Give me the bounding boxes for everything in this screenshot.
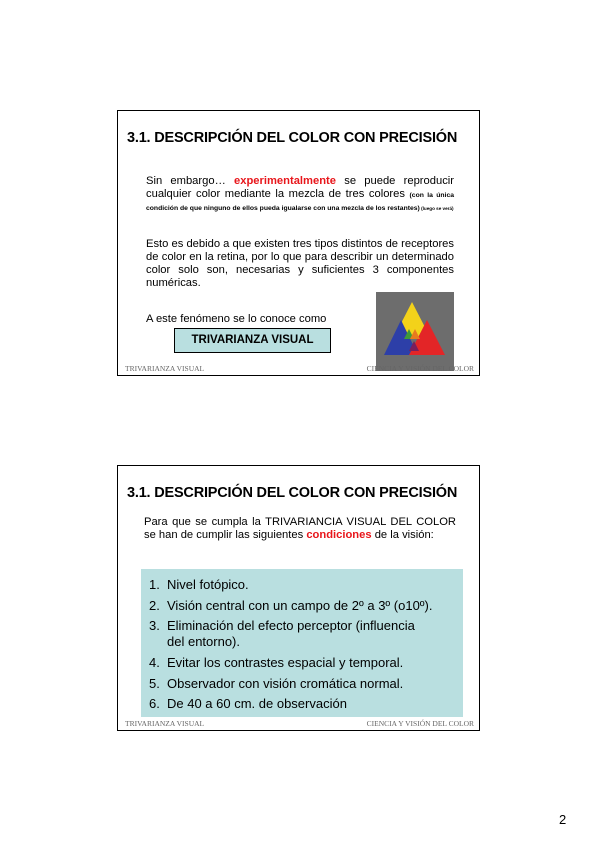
condition-number: 2.	[149, 598, 160, 613]
paragraph-intro	[144, 516, 456, 542]
condition-number: 4.	[149, 655, 160, 670]
footer-right: CIENCIA Y VISIÓN DEL COLOR	[366, 719, 474, 728]
condition-number: 3.	[149, 618, 160, 633]
highlight-condiciones: condiciones	[306, 529, 372, 541]
condition-text: Visión central con un campo de 2º a 3º (o10º).	[167, 598, 433, 613]
highlight-experimentalmente: experimentalmente	[234, 175, 336, 187]
slide-title: 3.1. DESCRIPCIÓN DEL COLOR CON PRECISIÓN	[127, 485, 458, 501]
condition-text: Observador con visión cromática normal.	[167, 676, 404, 691]
text-span: Para que se cumpla la TRIVARIANCIA VISUAL DEL COLOR se han de cumplir las siguientes	[144, 516, 456, 541]
condition-text: De 40 a 60 cm. de observación	[167, 696, 347, 711]
footer-left: TRIVARIANZA VISUAL	[125, 364, 205, 373]
color-triangles-image	[376, 292, 454, 371]
footer-left: TRIVARIANZA VISUAL	[125, 719, 205, 728]
conditions-box	[141, 569, 463, 717]
condition-number: 1.	[149, 577, 160, 592]
triangles-svg	[376, 292, 454, 371]
paragraph-experimental	[146, 175, 454, 215]
condition-number: 6.	[149, 696, 160, 711]
condition-note: (con la única condición de que ninguno de ellos pueda igualarse con una mezcla de los restantes)	[146, 192, 454, 212]
condition-text: Evitar los contrastes espacial y temporal.	[167, 655, 404, 670]
page-number: 2	[559, 812, 567, 827]
condition-number: 5.	[149, 676, 160, 691]
paragraph-receptors: Esto es debido a que existen tres tipos distintos de receptores de color en la retina, por lo que para describir un determinado color solo son, necesarias y suficientes 3 componentes numéricas.	[146, 238, 454, 289]
later-note: (luego se verá)	[419, 206, 454, 211]
text-span: de la visión:	[371, 529, 434, 541]
text-span: se puede reproducir cualquier color mediante la mezcla de tres colores	[146, 175, 454, 200]
paragraph-phenomenon: A este fenómeno se lo conoce como	[146, 313, 327, 325]
footer-right: CIENCIA Y VISIÓN DEL COLOR	[366, 364, 474, 373]
slide-title: 3.1. DESCRIPCIÓN DEL COLOR CON PRECISIÓN	[127, 130, 458, 146]
slide-1	[117, 110, 480, 376]
condition-text: Nivel fotópico.	[167, 577, 249, 592]
trivarianza-box: TRIVARIANZA VISUAL	[174, 328, 331, 353]
text-span: Sin embargo…	[146, 175, 234, 187]
slide-2	[117, 465, 480, 731]
condition-text: Eliminación del efecto perceptor (influencia del entorno).	[167, 618, 415, 649]
